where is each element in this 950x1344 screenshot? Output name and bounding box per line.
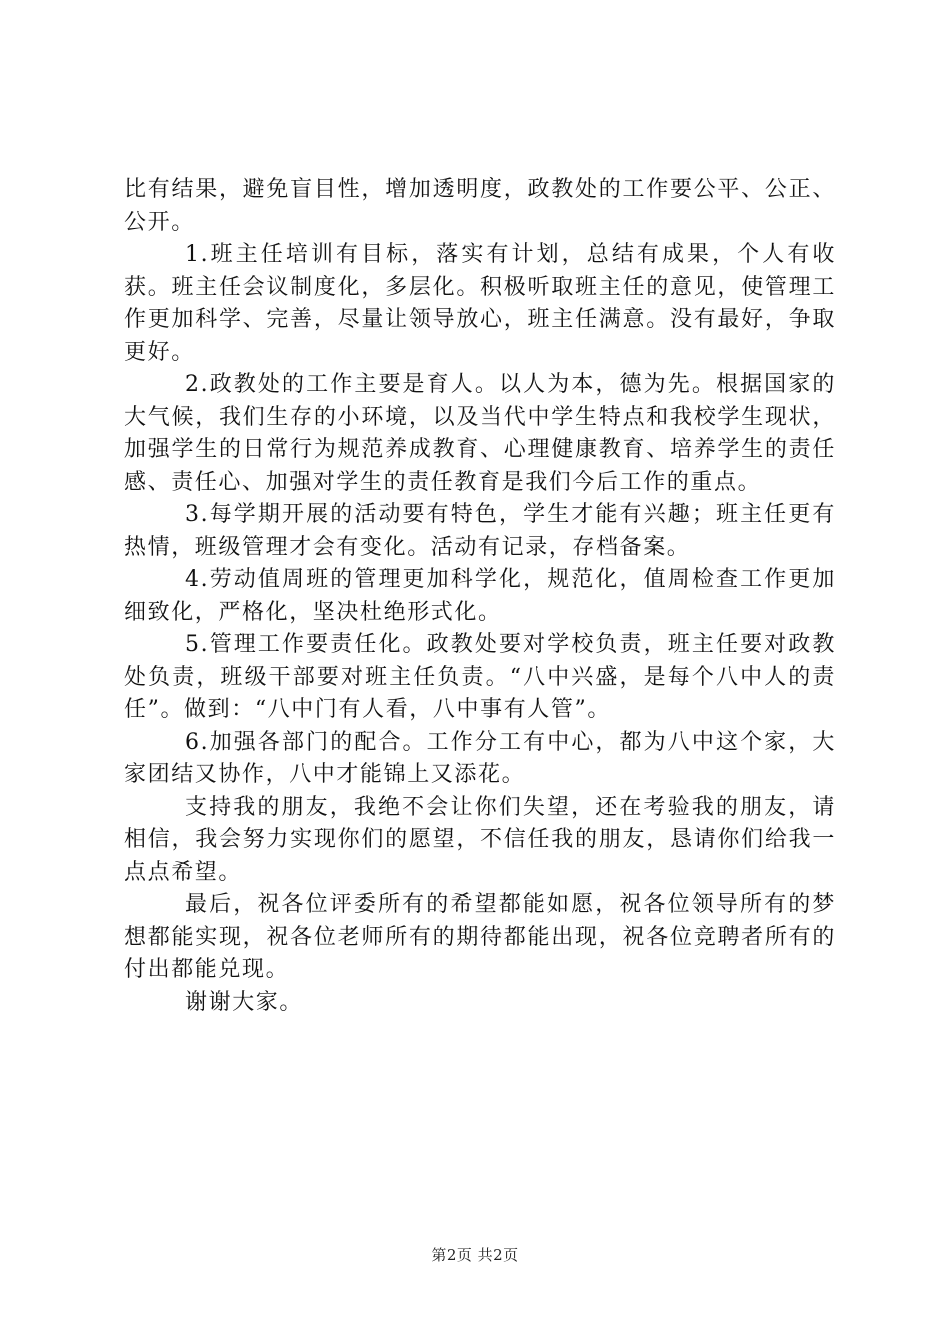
page-footer <box>0 1245 950 1265</box>
paragraph-continuation: 比有结果，避免盲目性，增加透明度，政教处的工作要公平、公正、公开。 <box>124 177 836 235</box>
paragraph-thanks: 谢谢大家。 <box>185 989 304 1015</box>
paragraph-item-3: 3.每学期开展的活动要有特色，学生才能有兴趣；班主任更有热情，班级管理才会有变化。活动有记录，存档备案。 <box>124 502 836 560</box>
paragraph-support: 支持我的朋友，我绝不会让你们失望，还在考验我的朋友，请相信，我会努力实现你们的愿望，不信任我的朋友，恳请你们给我一点点希望。 <box>124 794 836 885</box>
paragraph-item-4: 4.劳动值周班的管理更加科学化，规范化，值周检查工作更加细致化，严格化，坚决杜绝形式化。 <box>124 567 836 625</box>
document-body <box>124 174 836 1019</box>
page-number-label: 第2页 共2页 <box>431 1246 519 1264</box>
paragraph-item-2: 2.政教处的工作主要是育人。以人为本，德为先。根据国家的大气候，我们生存的小环境，以及当代中学生特点和我校学生现状，加强学生的日常行为规范养成教育、心理健康教育、培养学生的责任感、责任心、加强对学生的责任教育是我们今后工作的重点。 <box>124 372 836 495</box>
paragraph-closing-wishes: 最后，祝各位评委所有的希望都能如愿，祝各位领导所有的梦想都能实现，祝各位老师所有的期待都能出现，祝各位竞聘者所有的付出都能兑现。 <box>124 892 836 982</box>
paragraph-item-6: 6.加强各部门的配合。工作分工有中心，都为八中这个家，大家团结又协作，八中才能锦上又添花。 <box>124 729 836 787</box>
paragraph-item-1: 1.班主任培训有目标，落实有计划，总结有成果，个人有收获。班主任会议制度化，多层化。积极听取班主任的意见，使管理工作更加科学、完善，尽量让领导放心，班主任满意。没有最好，争取更好。 <box>124 242 836 365</box>
paragraph-item-5: 5.管理工作要责任化。政教处要对学校负责，班主任要对政教处负责，班级干部要对班主任负责。“八中兴盛，是每个八中人的责任”。做到：“八中门有人看，八中事有人管”。 <box>124 632 836 722</box>
